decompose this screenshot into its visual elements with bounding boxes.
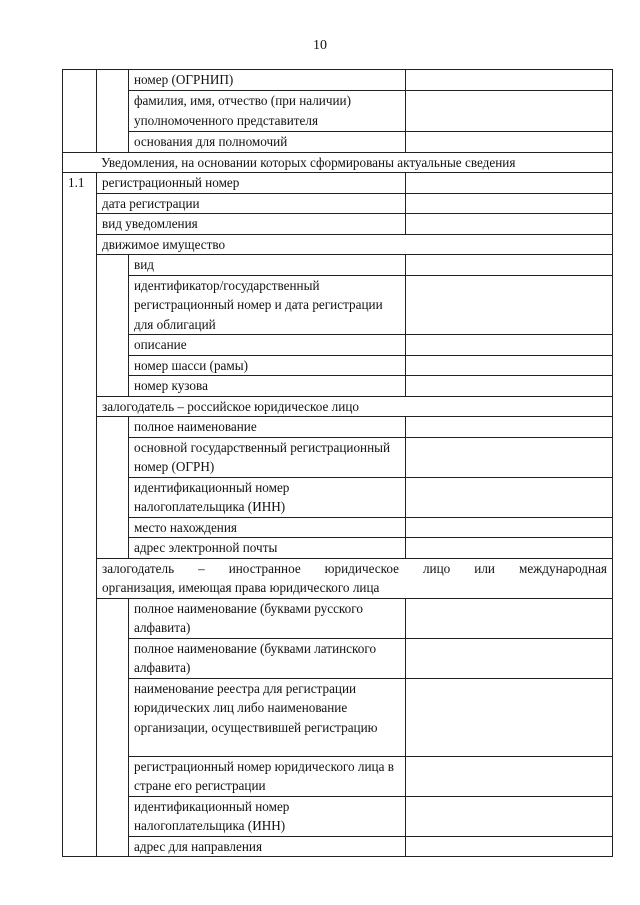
empty-cell <box>97 417 129 559</box>
field-label: номер шасси (рамы) <box>129 355 406 376</box>
pledger-russian-header: залогодатель – российское юридическое лицо <box>97 396 613 417</box>
field-value[interactable] <box>406 91 613 132</box>
form-table <box>62 69 613 857</box>
field-label: описание <box>129 335 406 356</box>
field-label: адрес электронной почты <box>129 538 406 559</box>
field-label: вид уведомления <box>97 214 406 235</box>
empty-cell <box>97 255 129 397</box>
field-label: полное наименование (буквами русского алфавита) <box>129 598 406 638</box>
field-value[interactable] <box>406 193 613 214</box>
field-value[interactable] <box>406 255 613 276</box>
field-value[interactable] <box>406 70 613 91</box>
field-value[interactable] <box>406 796 613 836</box>
pledger-foreign-title-line2: организация, имеющая права юридического лица <box>102 580 380 595</box>
field-value[interactable] <box>406 638 613 678</box>
field-label: место нахождения <box>129 517 406 538</box>
field-value[interactable] <box>406 214 613 235</box>
movable-property-header: движимое имущество <box>97 234 613 255</box>
empty-cell <box>97 598 129 857</box>
field-value[interactable] <box>406 598 613 638</box>
field-value[interactable] <box>406 517 613 538</box>
field-label: адрес для направления <box>129 836 406 857</box>
field-label: регистрационный номер юридического лица в стране его регистрации <box>129 756 406 796</box>
field-label: номер кузова <box>129 376 406 397</box>
field-value[interactable] <box>406 132 613 153</box>
field-value[interactable] <box>406 836 613 857</box>
field-label: дата регистрации <box>97 193 406 214</box>
field-value[interactable] <box>406 335 613 356</box>
field-value[interactable] <box>406 275 613 335</box>
field-label: основания для полномочий <box>129 132 406 153</box>
field-label: вид <box>129 255 406 276</box>
field-label: номер (ОГРНИП) <box>129 70 406 91</box>
pledger-foreign-header <box>97 558 613 598</box>
field-value[interactable] <box>406 173 613 194</box>
page-number: 10 <box>313 38 327 53</box>
field-label: полное наименование (буквами латинского алфавита) <box>129 638 406 678</box>
section-number: 1.1 <box>63 173 97 857</box>
empty-cell <box>63 70 97 153</box>
field-value[interactable] <box>406 355 613 376</box>
field-value[interactable] <box>406 678 613 756</box>
field-label: наименование реестра для регистрации юридических лиц либо наименование организации, осуществившей регистрацию <box>129 678 406 756</box>
empty-cell <box>97 70 129 153</box>
field-label: полное наименование <box>129 417 406 438</box>
field-label: идентификационный номер налогоплательщика (ИНН) <box>129 477 406 517</box>
field-value[interactable] <box>406 417 613 438</box>
field-label: регистрационный номер <box>97 173 406 194</box>
section-header: Уведомления, на основании которых сформированы актуальные сведения <box>63 152 613 173</box>
pledger-foreign-title-line1: залогодатель – иностранное юридическое лицо или международная <box>102 560 607 576</box>
field-label: идентификационный номер налогоплательщика (ИНН) <box>129 796 406 836</box>
field-label: идентификатор/государственный регистрационный номер и дата регистрации для облигаций <box>129 275 406 335</box>
field-label: фамилия, имя, отчество (при наличии) уполномоченного представителя <box>129 91 406 132</box>
field-value[interactable] <box>406 376 613 397</box>
field-value[interactable] <box>406 756 613 796</box>
field-label: основной государственный регистрационный номер (ОГРН) <box>129 437 406 477</box>
field-value[interactable] <box>406 538 613 559</box>
field-value[interactable] <box>406 437 613 477</box>
field-value[interactable] <box>406 477 613 517</box>
